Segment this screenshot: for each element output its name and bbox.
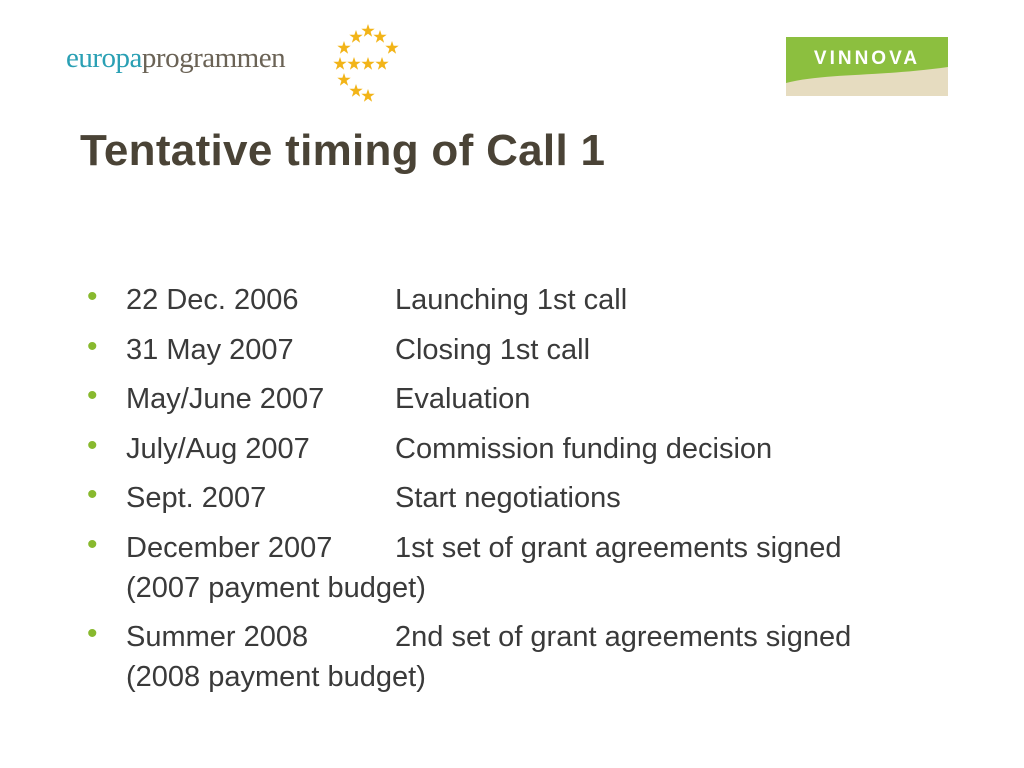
timeline-event: Evaluation [395,383,531,415]
timeline-date: May/June 2007 [126,383,325,415]
timeline-event: Start negotiations [395,482,621,514]
slide-title: Tentative timing of Call 1 [80,126,606,175]
timeline-item [84,528,984,608]
star-icon [361,57,374,70]
timeline-item [84,478,984,518]
vinnova-logo [786,37,948,96]
star-icon [361,24,374,37]
timeline-item [84,617,984,697]
star-icon [375,57,388,70]
star-icon [347,57,360,70]
timeline-date: July/Aug 2007 [126,432,310,465]
timeline-date: Summer 2008 [126,621,309,653]
vinnova-logo-text: VINNOVA [813,48,921,69]
timeline-date: December 2007 [126,531,333,564]
eu-stars-icon [324,22,404,106]
bullet-icon: • [87,617,98,650]
bullet-icon: • [87,428,98,462]
star-icon [349,30,362,43]
europaprogrammen-logo [66,22,406,106]
star-icon [361,89,374,102]
bullet-icon: • [87,329,98,363]
timeline-event: 2nd set of grant agreements signed [395,621,852,653]
timeline-note: (2007 payment budget) [126,571,426,604]
star-icon [333,57,346,70]
timeline-list [84,280,984,707]
timeline-note: (2008 payment budget) [126,661,426,693]
timeline-item [84,379,984,419]
timeline-event: 1st set of grant agreements signed [395,531,842,564]
wordmark-programmen: programmen [141,42,286,74]
bullet-icon: • [87,280,98,313]
star-icon [373,30,386,43]
bullet-icon: • [87,478,98,511]
star-icon [337,73,350,86]
timeline-event: Commission funding decision [395,432,773,465]
timeline-date: Sept. 2007 [126,482,267,514]
europaprogrammen-wordmark [66,44,285,73]
timeline-event: Closing 1st call [395,333,591,366]
star-icon [385,41,398,54]
star-icon [349,84,362,97]
timeline-date: 31 May 2007 [126,333,294,366]
timeline-item [84,280,984,320]
timeline-item [84,330,984,370]
wordmark-europa: europa [66,42,142,74]
bullet-icon: • [87,527,98,561]
bullet-icon: • [87,379,98,412]
star-icon [337,41,350,54]
timeline-item [84,429,984,469]
timeline-date: 22 Dec. 2006 [126,284,299,316]
timeline-event: Launching 1st call [395,284,628,316]
